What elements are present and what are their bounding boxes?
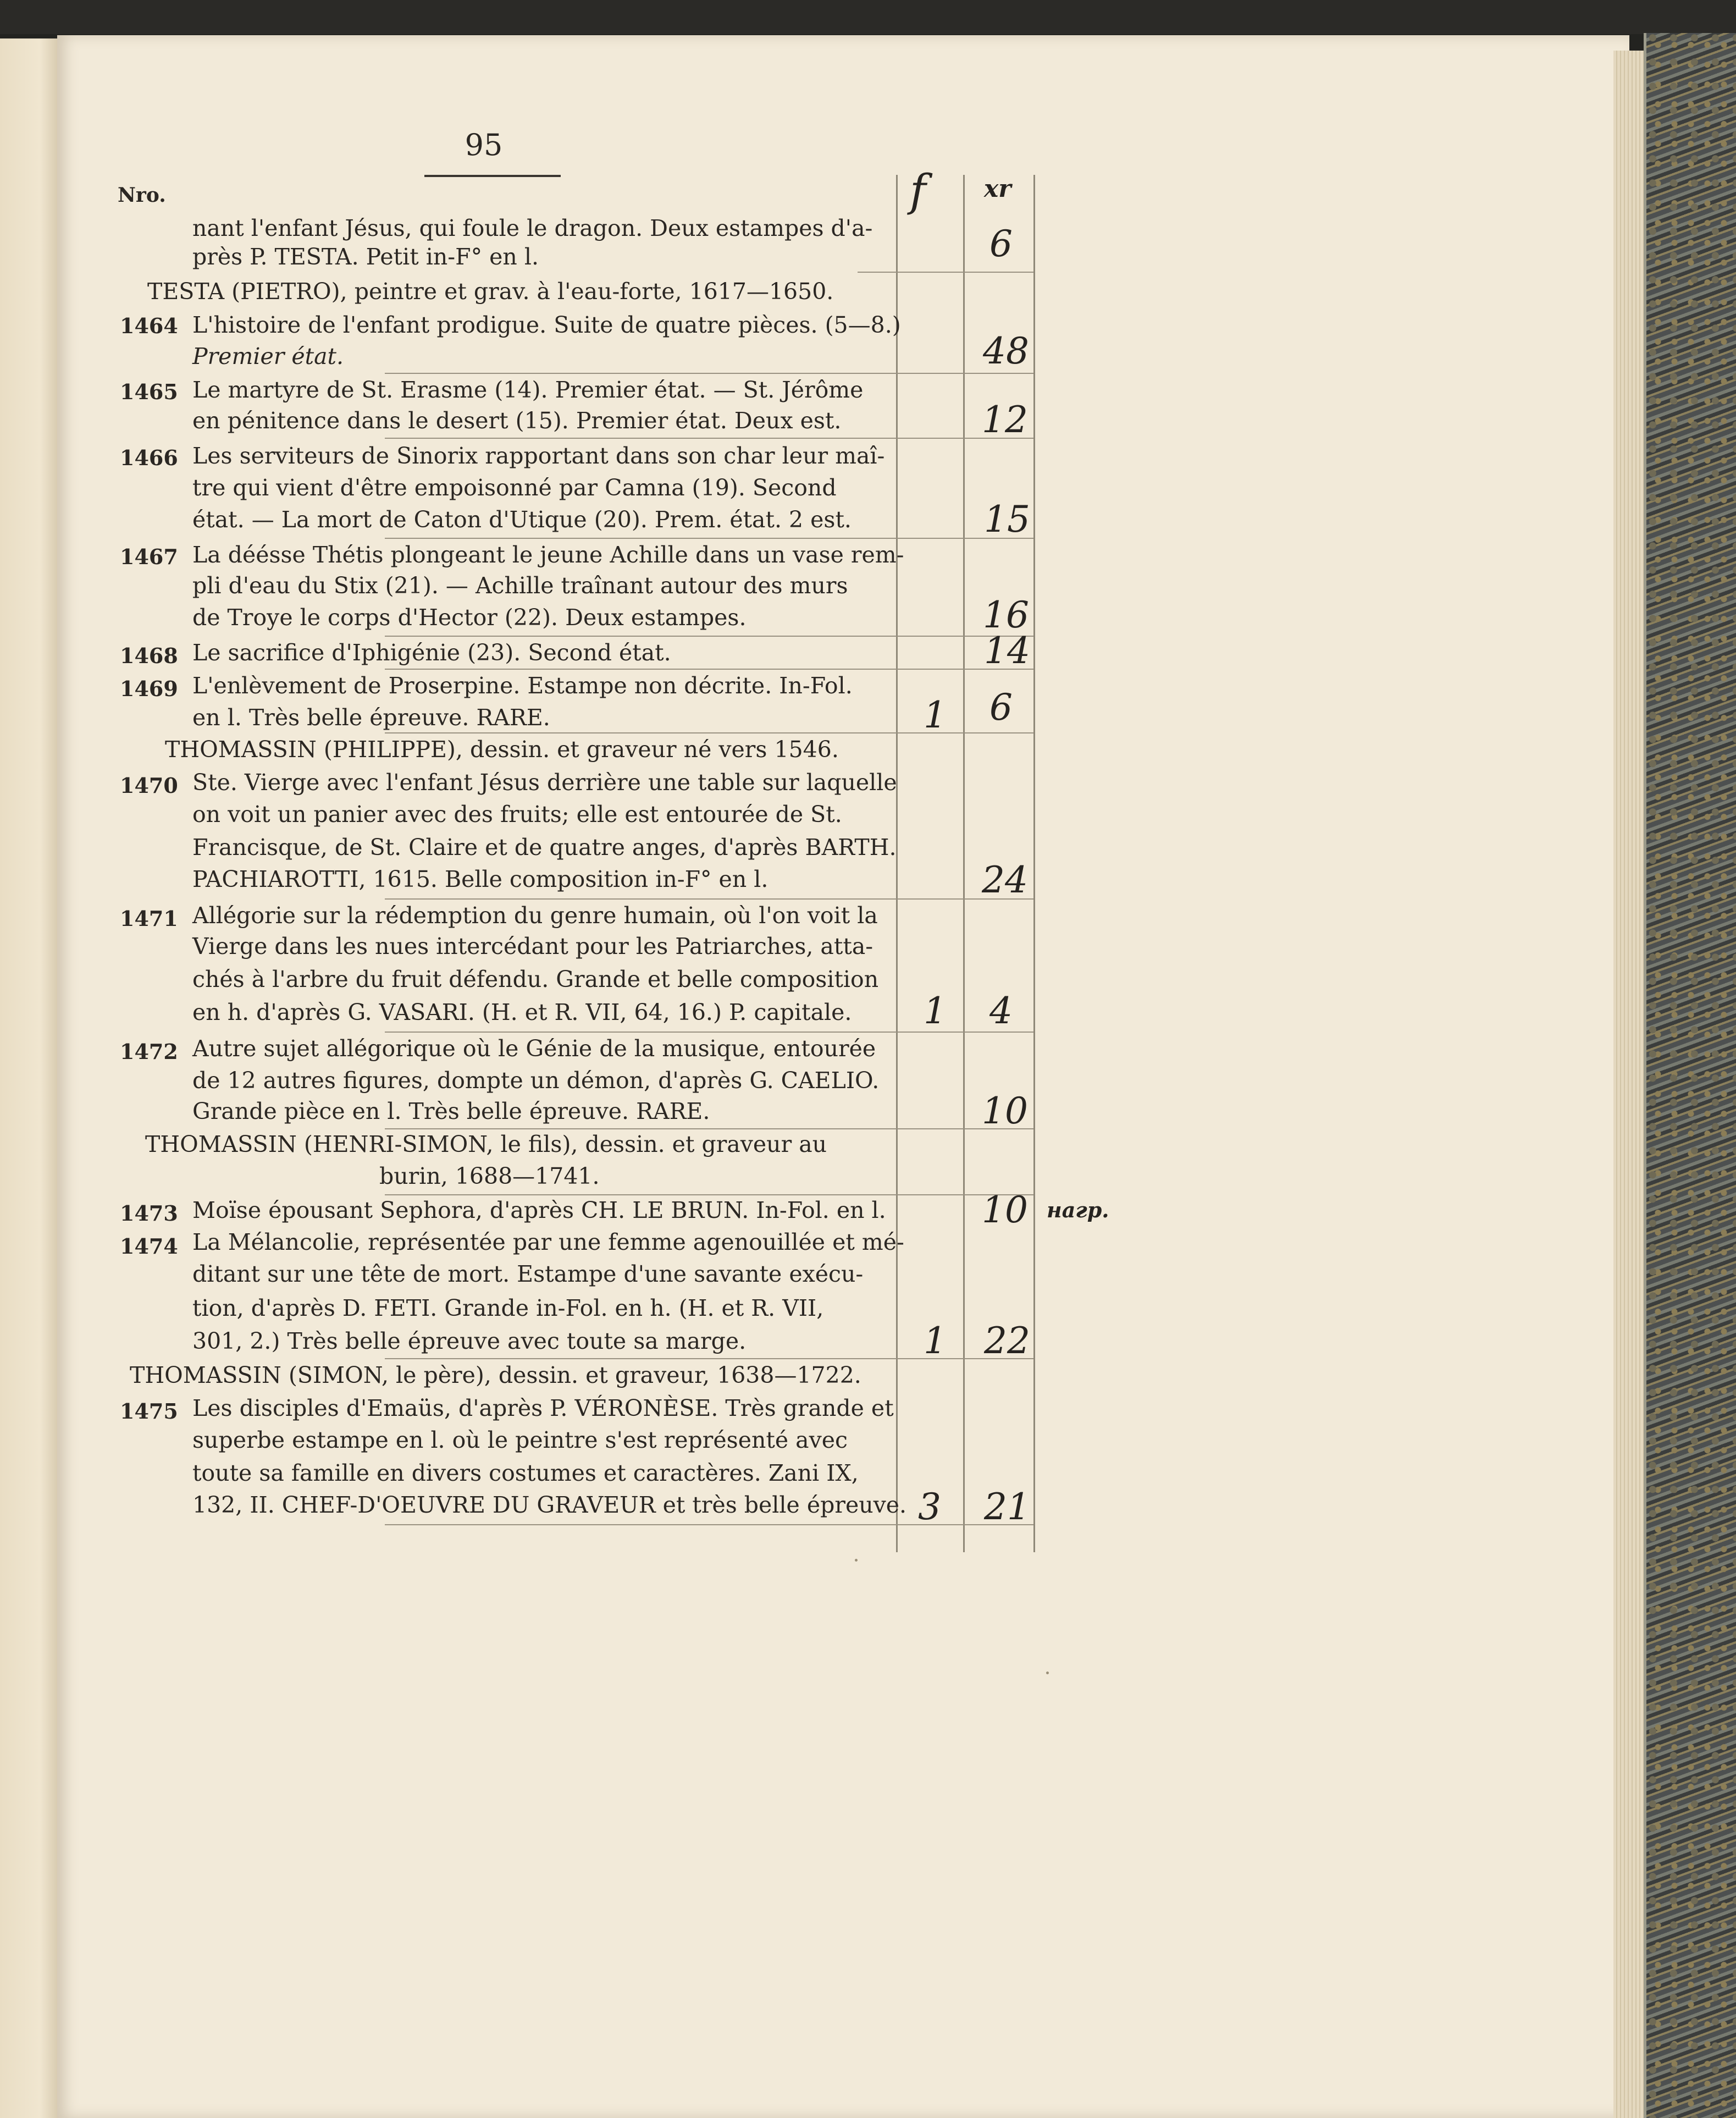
text-line: de 12 autres figures, dompte un démon, d'après G. CAELIO.	[192, 1067, 880, 1094]
lot-number: 1466	[120, 445, 178, 470]
artist-heading: TESTA (PIETRO), peintre et grav. à l'eau-forte, 1617—1650.	[147, 278, 834, 305]
lot-number: 1469	[120, 676, 178, 701]
paper-speck	[855, 1559, 858, 1562]
text-line: pli d'eau du Stix (21). — Achille traînant autour des murs	[192, 572, 848, 599]
text-line: nant l'enfant Jésus, qui foule le dragon. Deux estampes d'a-	[192, 215, 873, 241]
paper-speck	[1046, 1672, 1049, 1674]
text-line: Vierge dans les nues intercédant pour les Patriarches, atta-	[192, 933, 873, 959]
lot-number: 1465	[120, 379, 178, 404]
text-line: Moïse épousant Sephora, d'après CH. LE BRUN. In-Fol. en l.	[192, 1197, 886, 1223]
entry-rule	[385, 438, 1033, 439]
text-line: de Troye le corps d'Hector (22). Deux estampes.	[192, 604, 747, 631]
text-line: Le martyre de St. Erasme (14). Premier état. — St. Jérôme	[192, 377, 864, 403]
entry-rule	[385, 538, 1033, 539]
lot-number: 1467	[120, 544, 178, 569]
column-mark-right: xr	[984, 175, 1011, 203]
text-line: 132, II. CHEF-D'OEUVRE DU GRAVEUR et très belle épreuve.	[192, 1492, 907, 1518]
text-line: on voit un panier avec des fruits; elle est entourée de St.	[192, 801, 842, 828]
text-line: ditant sur une tête de mort. Estampe d'une savante exécu-	[192, 1261, 864, 1287]
entry-rule	[858, 272, 1033, 273]
text-line: Grande pièce en l. Très belle épreuve. RARE.	[192, 1098, 710, 1124]
price-value: 10	[982, 1189, 1028, 1231]
artist-heading: THOMASSIN (PHILIPPE), dessin. et graveur né vers 1546.	[165, 736, 839, 763]
price-value: 21	[984, 1486, 1030, 1528]
lot-number: 1473	[120, 1201, 178, 1226]
text-line: Autre sujet allégorique où le Génie de la musique, entourée	[192, 1035, 876, 1062]
facing-page-edge	[0, 38, 57, 2118]
price-value: 6	[989, 223, 1013, 265]
lot-number: 1464	[120, 313, 178, 338]
text-line: en pénitence dans le desert (15). Premier état. Deux est.	[192, 407, 842, 434]
text-line: Ste. Vierge avec l'enfant Jésus derrière une table sur laquelle	[192, 769, 897, 796]
text-line: Francisque, de St. Claire et de quatre anges, d'après BARTH.	[192, 834, 897, 861]
price-value: 16	[983, 594, 1029, 636]
entry-rule	[385, 1194, 1033, 1195]
marbled-cover	[1646, 33, 1736, 2118]
price-note: нагр.	[1047, 1198, 1109, 1222]
price-value: 6	[989, 686, 1013, 729]
text-line: près P. TESTA. Petit in-F° en l.	[192, 244, 539, 270]
text-line: tre qui vient d'être empoisonné par Camna (19). Second	[192, 475, 837, 501]
entry-rule	[385, 636, 1033, 637]
price-value: 1	[924, 990, 947, 1032]
price-value: 48	[983, 330, 1029, 372]
entry-rule	[385, 898, 1033, 900]
text-line: état. — La mort de Caton d'Utique (20). Prem. état. 2 est.	[192, 506, 852, 533]
text-line: Les serviteurs de Sinorix rapportant dans son char leur maî-	[192, 443, 885, 469]
lot-number-header: Nro.	[118, 184, 166, 207]
text-line: tion, d'après D. FETI. Grande in-Fol. en h. (H. et R. VII,	[192, 1295, 824, 1321]
lot-number: 1474	[120, 1234, 178, 1259]
lot-number: 1475	[120, 1399, 178, 1424]
entry-rule	[385, 669, 1033, 670]
price-value: 12	[982, 399, 1028, 441]
text-line: Les disciples d'Emaüs, d'après P. VÉRONÈSE. Très grande et	[192, 1395, 894, 1421]
column-rule-1	[896, 175, 898, 1552]
entry-rule	[385, 373, 1033, 374]
lot-number: 1472	[120, 1039, 178, 1064]
text-line: en h. d'après G. VASARI. (H. et R. VII, 64, 16.) P. capitale.	[192, 999, 852, 1025]
lot-number: 1470	[120, 773, 178, 798]
text-line: Le sacrifice d'Iphigénie (23). Second état.	[192, 639, 671, 666]
text-line: La Mélancolie, représentée par une femme agenouillée et mé-	[192, 1229, 904, 1255]
text-line: superbe estampe en l. où le peintre s'est représenté avec	[192, 1427, 848, 1453]
page-number: 95	[465, 128, 503, 162]
lot-number: 1471	[120, 906, 178, 931]
price-value: 22	[984, 1320, 1030, 1362]
price-value: 24	[982, 859, 1028, 901]
book-cover-top	[0, 0, 1736, 34]
column-rule-3	[1033, 175, 1035, 1552]
page-stack-edge	[1613, 51, 1646, 2118]
lot-number: 1468	[120, 643, 178, 668]
entry-rule	[385, 1128, 1033, 1129]
price-value: 10	[982, 1090, 1028, 1132]
price-value: 3	[918, 1486, 941, 1528]
text-line: L'enlèvement de Proserpine. Estampe non décrite. In-Fol.	[192, 672, 853, 699]
price-value: 4	[989, 990, 1013, 1032]
column-mark-left: f	[910, 165, 926, 216]
text-line: PACHIAROTTI, 1615. Belle composition in-F° en l.	[192, 866, 769, 892]
text-line: La déésse Thétis plongeant le jeune Achille dans un vase rem-	[192, 542, 904, 568]
price-value: 14	[984, 630, 1030, 672]
price-value: 1	[924, 694, 947, 736]
text-line: L'histoire de l'enfant prodigue. Suite de quatre pièces. (5—8.)	[192, 312, 901, 338]
text-line: Premier état.	[192, 343, 344, 369]
text-line: en l. Très belle épreuve. RARE.	[192, 704, 550, 731]
artist-heading: THOMASSIN (HENRI-SIMON, le fils), dessin. et graveur au	[145, 1131, 827, 1157]
text-line: Allégorie sur la rédemption du genre humain, où l'on voit la	[192, 902, 878, 929]
page-number-rule	[424, 175, 561, 177]
text-line: 301, 2.) Très belle épreuve avec toute sa marge.	[192, 1328, 747, 1354]
artist-heading: burin, 1688—1741.	[379, 1163, 600, 1189]
text-line: chés à l'arbre du fruit défendu. Grande et belle composition	[192, 966, 879, 992]
price-value: 15	[984, 498, 1030, 540]
price-value: 1	[924, 1320, 947, 1362]
artist-heading: THOMASSIN (SIMON, le père), dessin. et graveur, 1638—1722.	[130, 1362, 861, 1388]
text-line: toute sa famille en divers costumes et caractères. Zani IX,	[192, 1460, 859, 1486]
column-rule-2	[963, 175, 965, 1552]
